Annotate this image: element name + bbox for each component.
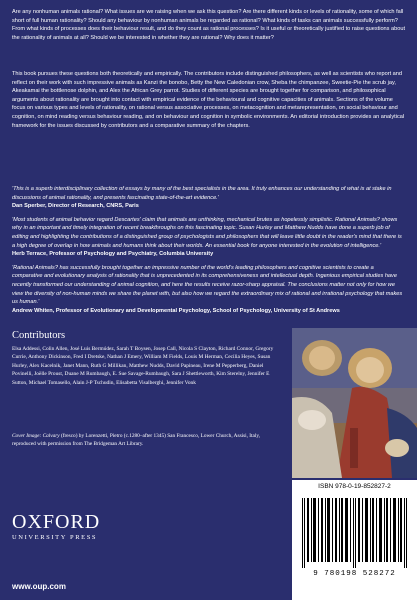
- endorsement-quote: 'Most students of animal behavior regard Descartes' claim that animals are unthinking, mechanical brutes as hopelessly simplistic. Rational Animals? shows why in an important and timely integration of recent breakthroughs on this fascinating topic. Susan Hurley and Matthew Nudds have done a superb job of editing and highlighting the contributions of a distinguished group of psychologists and philosophers that will leave little doubt in the reader's mind that there is a high degree of overlap in how animals and humans think about their worlds. An essential book for anyone interested in the evolution of intelligence.': [12, 216, 402, 249]
- cover-credit-label: Cover Image: Calvary: [12, 433, 60, 439]
- contributors-heading: Contributors: [12, 330, 66, 341]
- endorsements: [12, 185, 405, 320]
- publisher-url[interactable]: www.oup.com: [12, 582, 66, 591]
- publisher-logo: [12, 512, 100, 541]
- endorsement-quote: 'Rational Animals? has successfully brought together an impressive number of the world's leading philosophers and cognitive scientists to create a comparative and evolutionary analysis of rationality that is unprecedented in its comprehensiveness and intellectual depth. Ingenious empirical studies have recently transformed our understanding of animal cognition, and here the results receive razor-sharp appraisal. The conclusions matter not only for how we view the diversity of non-human minds we share the planet with, but also how we regard the extraordinary mix of rational and irrational psychology that makes us human.': [12, 264, 403, 306]
- endorsement-author: Herb Terrace, Professor of Psychology and Psychiatry, Columbia University: [12, 251, 214, 258]
- contributors-list: Elsa Addessi, Colin Allen, José Luis Bermúdez, Sarah T Boysen, Josep Call, Nicola S Clayton, Richard Connor, Gregory Currie, Anthony Dickinson, Fred I Dretske, Nathan J Emery, William M Fields, Louis M Herman, Cecilia Heyes, Susan Hurley, Alex Kacelnik, Janet Mann, Ruth G Millikan, Matthew Nudds, David Papineau, Irene M Pepperberg, Daniel Povinelli, Joëlle Proust, Duane M Rumbaugh, E. Sue Savage-Rumbaugh, Sara J Shettleworth, Kim Sterelny, Jennifer E Sutton, Michael Tomasello, Alain J-P Tschudin, Elisabetta Visalberghi, Jennifer Vonk: [12, 346, 274, 386]
- fresco-image: [292, 328, 417, 478]
- cover-credit: [12, 433, 272, 449]
- barcode-digits: 9 780198 528272: [313, 570, 396, 578]
- cover-credit-text: (fresco) by Lorenzetti, Pietro (c.1280–after 1345) San Francesco, Lower Church, Assisi, Italy, reproduced with permission from The Bridgeman Art Library.: [12, 433, 260, 447]
- endorsement-quote: 'This is a superb interdisciplinary collection of essays by many of the best specialists in the area. It truly enhances our understanding of what is at stake in discussions of animal rationality, and presents fascinating state-of-the-art evidence.': [12, 186, 392, 201]
- isbn-barcode-box: [292, 480, 417, 600]
- endorsement-author: Andrew Whiten, Professor of Evolutionary and Developmental Psychology, School of Psychology, University of St Andrews: [12, 307, 340, 314]
- cover-painting: [292, 328, 417, 478]
- isbn-number: ISBN 978-0-19-852827-2: [318, 483, 391, 490]
- intro-paragraph: Are any nonhuman animals rational? What issues are we raising when we ask this question? Are there different kinds or levels of rationality, some of which fall short of full human rationality? Should any behaviour by nonhuman animals be regarded as rational? What kinds of tasks can animals successfully perform? From what kinds of processes does their behaviour result, and do they count as rational processes? Is it useful or theoretically justified to raise questions about the rationality of animals at all? Should we be interested in whether they are rational? Why does it matter?: [12, 9, 406, 41]
- publisher-name: OXFORD: [12, 511, 101, 533]
- publisher-subtitle: UNIVERSITY PRESS: [12, 534, 98, 541]
- endorsement-author: Dan Sperber, Director of Research, CNRS, Paris: [12, 203, 139, 210]
- barcode-icon: [300, 498, 409, 568]
- about-paragraph: This book pursues these questions both theoretically and empirically. The contributors include distinguished philosophers, as well as scientists who report and reflect on their work with such impressive animals as Kanzi the bonobo, Betty the New Caledonian crow, Sheba the chimpanzee, Sweetie-Pie the scrub jay, Akeakamai the bottlenose dolphin, and Alex the African Grey parrot. Studies of different species are brought together for comparison, and philosophical arguments about rationality are brought into contact with empirical evidence of the behavioural and cognitive capacities of animals. Sections of the volume focus on various types and levels of rationality, on rational versus associative processes, on metacognition and metarepresentation, on social behaviour and cognition, on mind reading versus behaviour reading, and on behaviour and cognition in symbolic environments. An editorial introduction provides an analytical framework for the issues discussed by contributors and a comparative summary of the chapters.: [12, 71, 405, 129]
